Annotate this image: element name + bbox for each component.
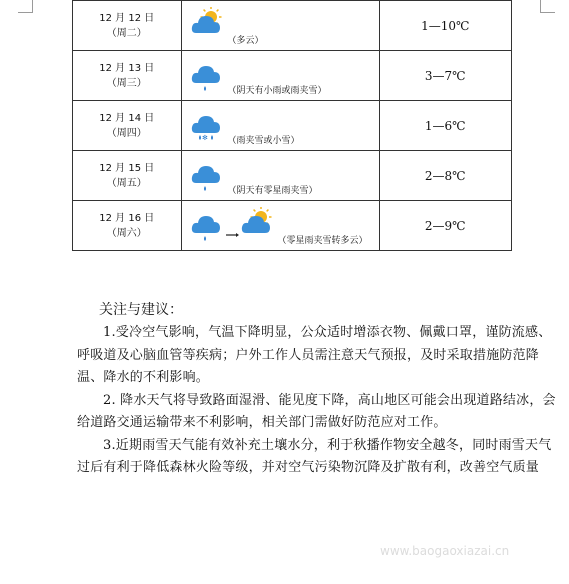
weekday-label: （周二） [106, 27, 147, 39]
date-label: 12 月 15 日 [99, 162, 155, 174]
arrow-right-icon [224, 207, 240, 243]
forecast-row [73, 51, 512, 101]
date-cell [73, 101, 182, 151]
page-corner-mark [18, 0, 33, 13]
weather-description: （阴天有零星雨夹雪） [227, 186, 318, 196]
forecast-table [72, 0, 512, 251]
svg-text:✻: ✻ [201, 134, 208, 142]
temperature-cell: 3—7℃ [379, 51, 511, 101]
page-corner-mark [540, 0, 555, 13]
temperature-cell: 1—10℃ [379, 1, 511, 51]
rain-cloud-icon [190, 207, 222, 243]
temperature-cell: 1—6℃ [379, 101, 511, 151]
sleet-cloud-icon [190, 107, 222, 143]
weekday-label: （周四） [106, 127, 147, 139]
weather-cell [181, 1, 379, 51]
weekday-label: （周五） [106, 177, 147, 189]
date-label: 12 月 16 日 [99, 212, 155, 224]
rain-cloud-icon [190, 157, 222, 193]
advice-heading: 关注与建议： [99, 302, 183, 318]
date-cell [73, 1, 182, 51]
advice-section [77, 300, 561, 480]
date-cell [73, 201, 182, 251]
weekday-label: （周三） [106, 77, 147, 89]
rain-cloud-icon [190, 57, 222, 93]
advice-paragraph: 1.受冷空气影响，气温下降明显，公众适时增添衣物、佩戴口罩，谨防流感、呼吸道及心脑血管等疾病；户外工作人员需注意天气预报，及时采取措施防范降温、降水的不利影响。 [77, 325, 552, 385]
date-label: 12 月 14 日 [99, 112, 155, 124]
forecast-row [73, 201, 512, 251]
temperature-cell: 2—8℃ [379, 151, 511, 201]
advice-paragraph: 3.近期雨雪天气能有效补充土壤水分，利于秋播作物安全越冬，同时雨雪天气过后有利于降低森林火险等级，并对空气污染物沉降及扩散有利，改善空气质量 [77, 437, 552, 475]
date-label: 12 月 13 日 [99, 62, 155, 74]
forecast-row [73, 151, 512, 201]
weather-cell [181, 101, 379, 151]
weather-description: （多云） [227, 36, 264, 46]
forecast-row [73, 1, 512, 51]
date-cell [73, 151, 182, 201]
forecast-row [73, 101, 512, 151]
weather-description: （阴天有小雨或雨夹雪） [227, 86, 327, 96]
weather-cell [181, 151, 379, 201]
weather-cell [181, 201, 379, 251]
temperature-cell: 2—9℃ [379, 201, 511, 251]
partly-cloudy-icon [240, 207, 272, 243]
partly-cloudy-icon [190, 7, 222, 43]
weekday-label: （周六） [106, 227, 147, 239]
weather-description: （零星雨夹雪转多云） [277, 236, 368, 246]
weather-cell [181, 51, 379, 101]
watermark: www.baogaoxiazai.cn [380, 544, 510, 558]
weather-description: （雨夹雪或小雪） [227, 136, 300, 146]
date-label: 12 月 12 日 [99, 12, 155, 24]
advice-paragraph: 2. 降水天气将导致路面湿滑、能见度下降，高山地区可能会出现道路结冰，会给道路交通运输带来不利影响，相关部门需做好防范应对工作。 [77, 392, 556, 430]
date-cell [73, 51, 182, 101]
